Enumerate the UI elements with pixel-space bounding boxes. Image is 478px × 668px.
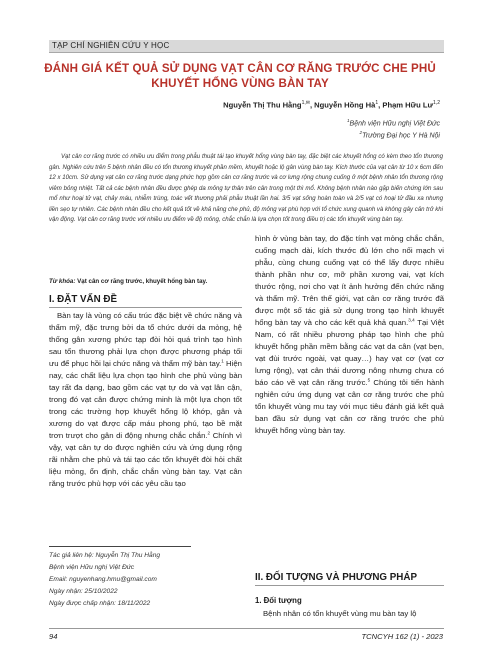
author-3-sup: 1,2 <box>433 100 440 106</box>
keywords-label: Từ khóa: <box>49 278 76 285</box>
subsection-1-text: Bệnh nhân có tổn khuyết vùng mu bàn tay lộ <box>263 609 417 618</box>
section-2-heading: II. ĐỐI TƯỢNG VÀ PHƯƠNG PHÁP <box>255 572 417 583</box>
author-line: Nguyễn Thị Thu Hằng$^{1,✉}$, Nguyễn Hồng $Hà^1$, Phạm Hữu Lư$^{1,2}$ <box>223 100 440 110</box>
left-column-body: Bàn tay là vùng có cấu trúc đặc biệt về chức năng và thẩm mỹ, đặc trưng bởi da tổ chức dưới da mỏng, hệ thống gân xương phức tạp đòi hỏi quá trình tạo hình sau tổn thương phải lựa chọn được phương pháp tối ưu để phục hồi lại chức năng và thẩm mỹ bàn tay.$^1$ Hiện nay, các chất liệu lựa chọn tạo hình che phủ vùng bàn tay rất đa dạng, bao gồm các vạt tự do và vạt lân cận, trong đó vạt cân được chứng minh là một lựa chọn tốt trong các trường hợp khuyết hổng lộ khớp, gân và xương do vạt được cấp máu phong phú, tạo bề mặt trơn trượt cho gân di động nhưng chắc chắn.$^2$ Chính vì vậy, vạt cân tự do được nghiên cứu và ứng dụng rộng rãi nhằm che phủ và tái tạo các tổn khuyết đòi hỏi chất liệu mỏng, ổn định, chắc chắn vùng bàn tay. Vạt cân răng trước phù hợp với các yêu cầu tạo <box>49 311 242 488</box>
corresponding-author-footnote: Tác giả liên hệ: Nguyễn Thị Thu Hằng Bệnh viện Hữu nghị Việt Đức Email: nguyenhang.hmu@gmail.com Ngày nhận: 25/10/2022 Ngày được chấp nhận: 18/11/2022 <box>49 552 161 607</box>
abstract: Vạt cân cơ răng trước có nhiều ưu điểm trong phẫu thuật tái tạo khuyết hổng vùng bàn tay, đặc biệt các khuyết hổng có kèm theo tổn thương gân. Nghiên cứu trên 5 bệnh nhân đều có tổn thương khuyết phần mềm, khuyết hoặc lộ gân vùng bàn tay. Kích thước của vạt cân từ 10 x 6cm đến 12 x 10cm. Sử dụng vạt cân cơ răng trước dạng phức hợp gồm cân cơ răng trước và cơ lưng rộng chung cuống ở một bệnh nhân tổn thương rộng viêm bỏng nhiệt. Tất cả các bệnh nhân đều được ghép da mỏng tự thân trên cân trong một thì mổ. Không bệnh nhân nào gặp biến chứng lớn sau mổ như hoại tử vạt, chảy máu, nhiễm trùng, toác vết thương phải phẫu thuật lần hai. 3/5 vạt sống hoàn toàn và 2/5 vạt có hoại tử đầu xa nhưng liền sẹo tự nhiên. Các bệnh nhân đều cho kết quả tốt về khả năng che phủ, độ mỏng vạt phù hợp với tổ chức xung quanh và không gây cản trở khi vận động. Vạt cân cơ răng trước với nhiều ưu điểm về độ mỏng, chắc chắn là lựa chọn tốt trong điều trị các tổn khuyết vùng bàn tay. <box>49 154 443 224</box>
author-1: Nguyễn Thị Thu Hằng <box>223 100 302 110</box>
mail-icon: ✉ <box>305 100 310 106</box>
right-column-body: hình ở vùng bàn tay, do đặc tính vạt mỏng chắc chắn, cuống mạch dài, kích thước đủ lớn cho nối mạch vi phẫu, cùng chung cuống vạt có thể lấy được nhiều thành phần như cơ, mỡ phần xương vai, vạt kích thước rộng, nơi cho vạt ít ảnh hưởng đến chức năng và thẩm mỹ. Trên thế giới, vạt cân cơ răng trước đã được một số tác giả sử dụng trong tạo hình khuyết hổng bàn tay và cho các kết quả khả quan.$^{3,4}$ Tại Việt Nam, có rất nhiều phương pháp tạo hình che phủ khuyết hổng phần mềm bằng các vạt da cân (vạt bẹn, vạt đùi trước ngoài, vạt quay…) hay vạt cơ (vạt cơ lưng rộng), vạt cân thái dương nông nhưng chưa có báo cáo về vạt cân răng trước.$^5$ Chúng tôi tiến hành nghiên cứu ứng dụng vạt cân cơ răng trước che phủ tổn khuyết vùng mu tay với mục tiêu đánh giá kết quả ban đầu sử dụng vạt cân cơ răng trước che phủ khuyết hổng vùng bàn tay. <box>255 234 444 435</box>
author-3: Phạm Hữu Lư <box>382 100 434 110</box>
author-2: Nguyễn Hồng Hà <box>314 100 376 110</box>
article-title: ĐÁNH GIÁ KẾT QUẢ SỬ DỤNG VẠT CÂN CƠ RĂNG TRƯỚC CHE PHỦ KHUYẾT HỔNG VÙNG BÀN TAY <box>44 62 436 90</box>
keywords-text: Vạt cân cơ răng trước, khuyết hổng bàn tay. <box>77 278 208 285</box>
page-number: 94 <box>49 632 58 641</box>
affiliation-2: $^2$Trường Đại học Y Hà Nội <box>359 130 440 140</box>
section-1-heading: I. ĐẶT VẤN ĐỀ <box>49 294 118 305</box>
footer-rule <box>49 628 444 629</box>
author-2-sup: 1 <box>375 100 379 106</box>
author-1-sup: 1, <box>301 100 306 106</box>
section-1-rule <box>49 307 242 308</box>
affiliation-1: $^1$Bệnh viện Hữu nghị Việt Đức <box>346 118 440 128</box>
journal-issue: TCNCYH 162 (1) - 2023 <box>361 632 443 641</box>
footnote-rule <box>49 546 191 547</box>
subsection-1-heading: 1. Đối tượng <box>255 596 302 605</box>
keywords <box>49 278 207 285</box>
section-2-rule <box>255 585 444 586</box>
journal-name: TẠP CHÍ NGHIÊN CỨU Y HỌC <box>52 41 170 50</box>
